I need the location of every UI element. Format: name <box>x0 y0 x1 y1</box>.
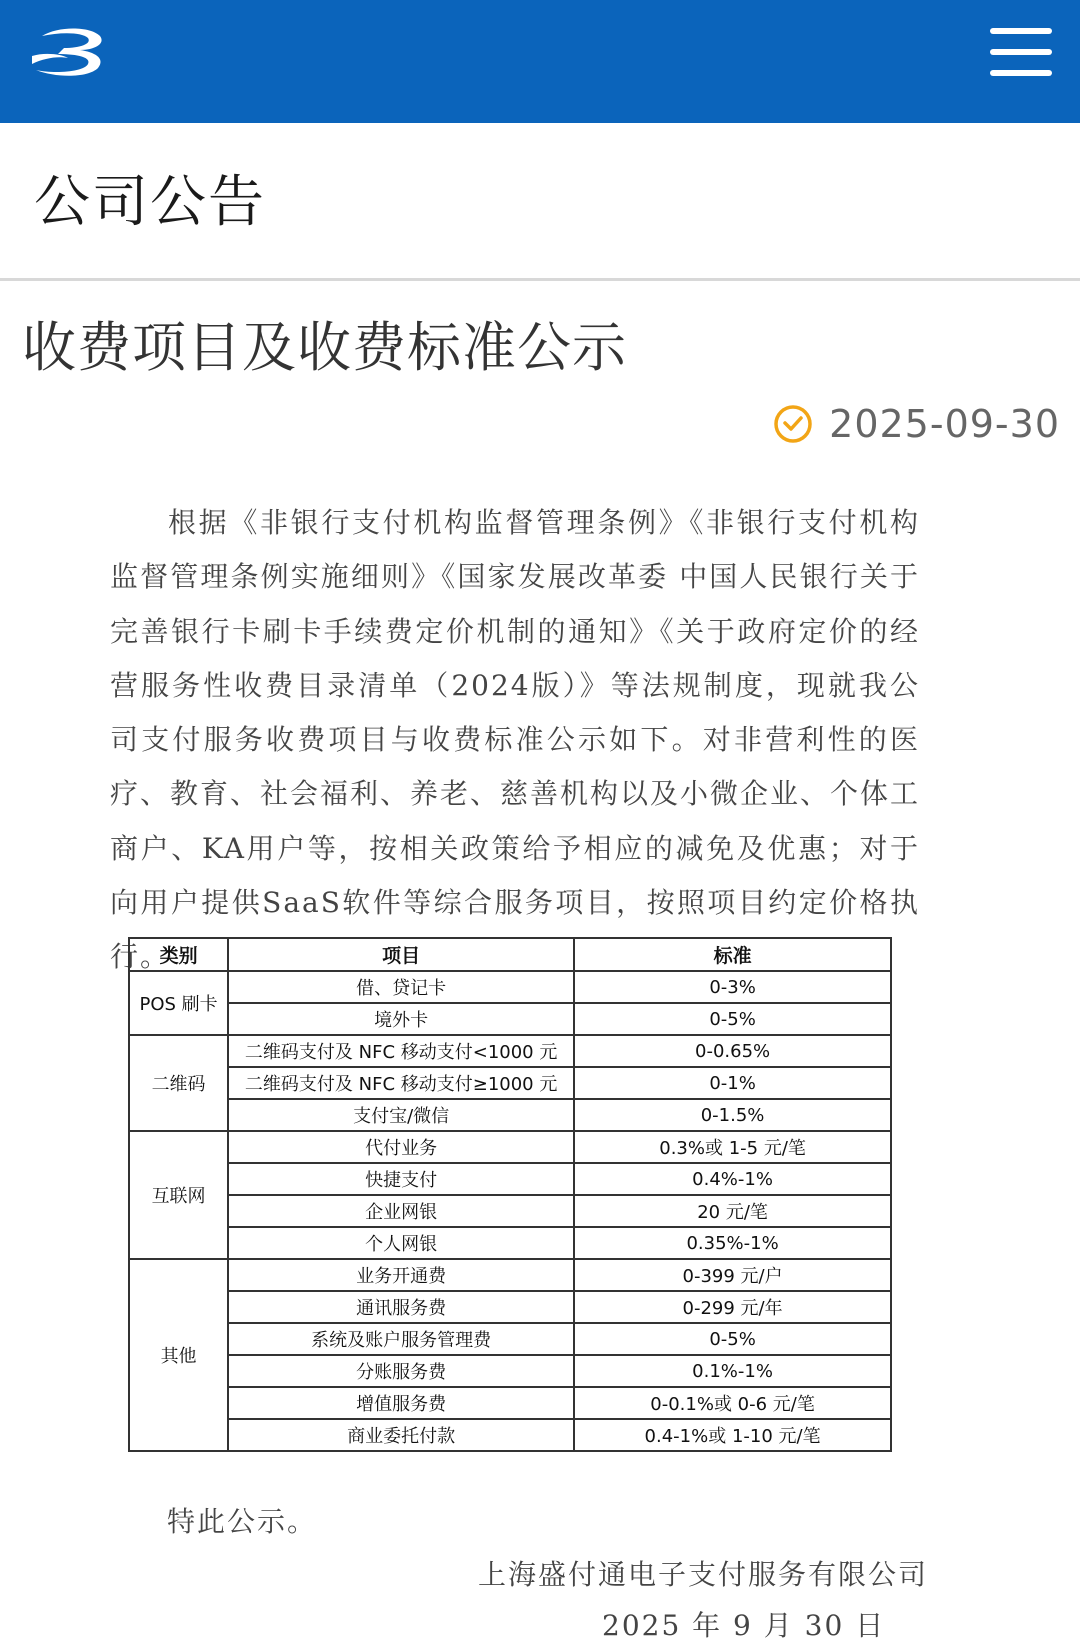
standard-cell: 0-5% <box>574 1003 891 1035</box>
item-cell: 增值服务费 <box>228 1387 574 1419</box>
item-cell: 快捷支付 <box>228 1163 574 1195</box>
table-row <box>129 1003 891 1035</box>
standard-cell: 0-1% <box>574 1067 891 1099</box>
item-cell: 通讯服务费 <box>228 1291 574 1323</box>
standard-cell: 0.4%-1% <box>574 1163 891 1195</box>
standard-cell: 0-5% <box>574 1323 891 1355</box>
standard-cell: 0-0.1%或 0-6 元/笔 <box>574 1387 891 1419</box>
fee-standard-table <box>128 937 892 1452</box>
table-row <box>129 1035 891 1067</box>
table-row <box>129 1323 891 1355</box>
standard-cell: 0-3% <box>574 971 891 1003</box>
article-date <box>773 398 1060 450</box>
header-category: 类别 <box>129 938 228 971</box>
table-row <box>129 1067 891 1099</box>
hamburger-menu-icon[interactable] <box>990 28 1052 78</box>
category-cell: 二维码 <box>129 1035 228 1131</box>
table-row <box>129 1131 891 1163</box>
standard-cell: 20 元/笔 <box>574 1195 891 1227</box>
table-row <box>129 1099 891 1131</box>
item-cell: 个人网银 <box>228 1227 574 1259</box>
item-cell: 企业网银 <box>228 1195 574 1227</box>
table-row <box>129 971 891 1003</box>
table-row <box>129 1419 891 1451</box>
table-row <box>129 1259 891 1291</box>
item-cell: 二维码支付及 NFC 移动支付≥1000 元 <box>228 1067 574 1099</box>
company-logo-icon[interactable] <box>28 22 108 82</box>
item-cell: 二维码支付及 NFC 移动支付<1000 元 <box>228 1035 574 1067</box>
standard-cell: 0.3%或 1-5 元/笔 <box>574 1131 891 1163</box>
table-row <box>129 1387 891 1419</box>
item-cell: 境外卡 <box>228 1003 574 1035</box>
header-item: 项目 <box>228 938 574 971</box>
table-row <box>129 1227 891 1259</box>
standard-cell: 0-1.5% <box>574 1099 891 1131</box>
category-cell: POS 刷卡 <box>129 971 228 1035</box>
item-cell: 借、贷记卡 <box>228 971 574 1003</box>
standard-cell: 0-0.65% <box>574 1035 891 1067</box>
standard-cell: 0.4-1%或 1-10 元/笔 <box>574 1419 891 1451</box>
item-cell: 代付业务 <box>228 1131 574 1163</box>
table-row <box>129 1163 891 1195</box>
category-cell: 其他 <box>129 1259 228 1451</box>
clock-icon <box>773 404 813 444</box>
table-header-row <box>129 938 891 971</box>
item-cell: 业务开通费 <box>228 1259 574 1291</box>
date-text: 2025-09-30 <box>829 402 1060 446</box>
header-standard: 标准 <box>574 938 891 971</box>
table-row <box>129 1291 891 1323</box>
section-title: 公司公告 <box>34 170 266 235</box>
closing-text: 特此公示。 <box>167 1505 318 1538</box>
table-row <box>129 1195 891 1227</box>
item-cell: 系统及账户服务管理费 <box>228 1323 574 1355</box>
standard-cell: 0.35%-1% <box>574 1227 891 1259</box>
article-body-paragraph: 根据《非银行支付机构监督管理条例》《非银行支付机构监督管理条例实施细则》《国家发展改革委 中国人民银行关于完善银行卡刷卡手续费定价机制的通知》《关于政府定价的经营服务性收费目录清单（2024版）》等法规制度，现就我公司支付服务收费项目与收费标准公示如下。对非营利性的医疗、教育、社会福利、养老、慈善机构以及小微企业、个体工商户、KA用户等，按相关政策给予相应的减免及优惠；对于向用户提供SaaS软件等综合服务项目，按照项目约定价格执行。 <box>110 506 921 974</box>
signature-date: 2025 年 9 月 30 日 <box>602 1609 886 1642</box>
category-cell: 互联网 <box>129 1131 228 1259</box>
standard-cell: 0.1%-1% <box>574 1355 891 1387</box>
article-title: 收费项目及收费标准公示 <box>22 316 627 379</box>
item-cell: 商业委托付款 <box>228 1419 574 1451</box>
item-cell: 支付宝/微信 <box>228 1099 574 1131</box>
standard-cell: 0-399 元/户 <box>574 1259 891 1291</box>
top-navigation-bar <box>0 0 1080 123</box>
standard-cell: 0-299 元/年 <box>574 1291 891 1323</box>
company-signature: 上海盛付通电子支付服务有限公司 <box>478 1558 929 1591</box>
section-divider <box>0 278 1080 281</box>
item-cell: 分账服务费 <box>228 1355 574 1387</box>
table-row <box>129 1355 891 1387</box>
